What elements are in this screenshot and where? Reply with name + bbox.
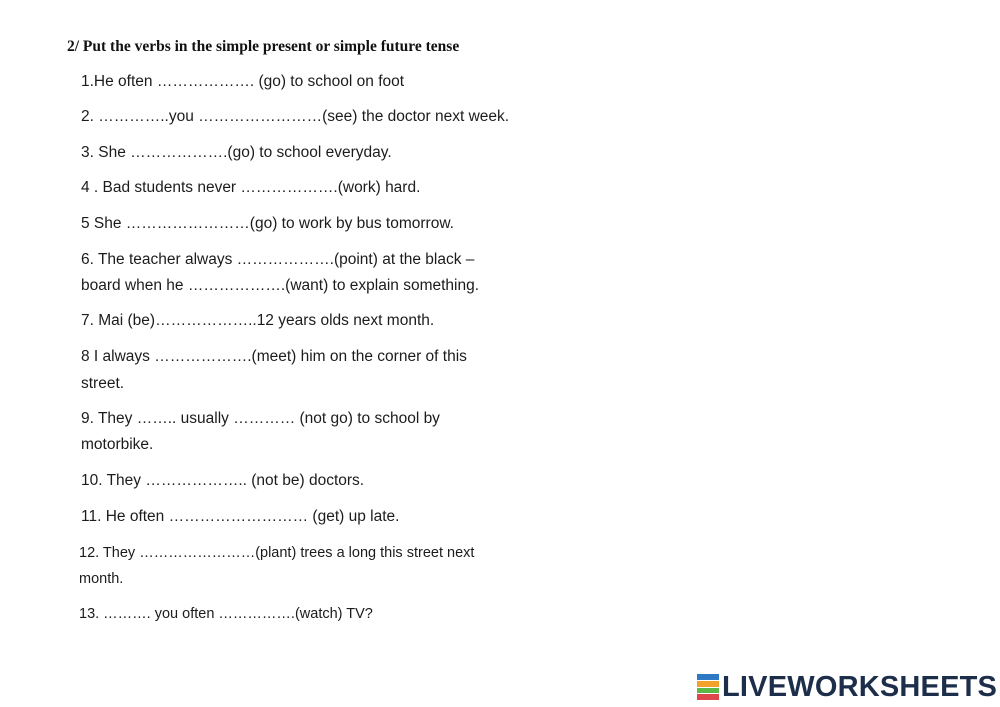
exercise-line-8b: street. <box>81 375 125 392</box>
exercise-line-12a: 12. They ……………………(plant) trees a long this street next <box>79 545 475 561</box>
exercise-line-12b: month. <box>79 571 124 587</box>
liveworksheets-logo <box>697 672 997 702</box>
exercise-line-3: 3. She ……………….(go) to school everyday. <box>81 144 392 161</box>
worksheet-heading: 2/ Put the verbs in the simple present or simple future tense <box>67 38 460 55</box>
exercise-line-9a: 9. They …….. usually ………… (not go) to school by <box>81 410 440 427</box>
logo-block-green <box>697 688 719 694</box>
exercise-line-6b: board when he ……………….(want) to explain something. <box>81 277 480 294</box>
exercise-line-1: 1.He often ………………. (go) to school on foot <box>81 73 405 90</box>
exercise-line-9b: motorbike. <box>81 436 154 453</box>
exercise-line-2: 2. …………..you ……………………(see) the doctor next week. <box>81 108 510 125</box>
exercise-line-7: 7. Mai (be)………………..12 years olds next month. <box>81 312 435 329</box>
exercise-line-10: 10. They ……………….. (not be) doctors. <box>81 472 365 489</box>
exercise-line-4: 4 . Bad students never ……………….(work) hard. <box>81 179 421 196</box>
exercise-line-13: 13. ………. you often …………….(watch) TV? <box>79 606 373 622</box>
exercise-line-6a: 6. The teacher always ……………….(point) at the black – <box>81 251 475 268</box>
exercise-line-8a: 8 I always ……………….(meet) him on the corner of this <box>81 348 467 365</box>
logo-block-red <box>697 694 719 700</box>
liveworksheets-logo-text: LIVEWORKSHEETS <box>722 671 998 703</box>
exercise-line-5: 5 She ……………………(go) to work by bus tomorrow. <box>81 215 454 232</box>
liveworksheets-logo-icon <box>697 674 719 701</box>
logo-block-orange <box>697 681 719 687</box>
exercise-line-11: 11. He often ……………………… (get) up late. <box>81 508 400 525</box>
logo-block-blue <box>697 674 719 680</box>
